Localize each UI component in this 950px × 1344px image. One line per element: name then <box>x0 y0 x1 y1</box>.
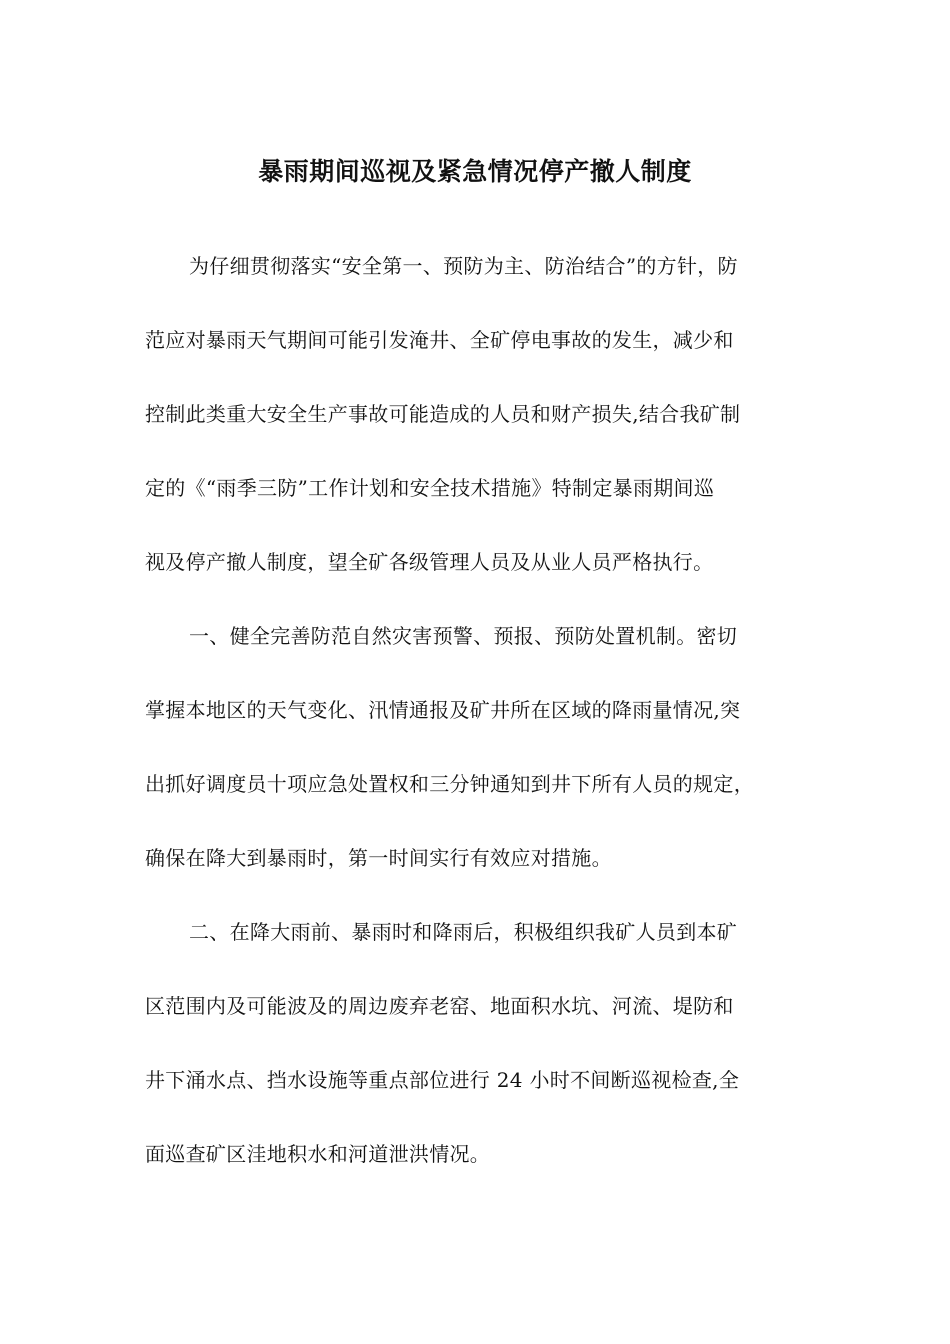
text-line: 区范围内及可能波及的周边废弃老窑、地面积水坑、河流、堤防和 <box>145 994 734 1018</box>
text-line: 控制此类重大安全生产事故可能造成的人员和财产损失,结合我矿制 <box>145 402 741 426</box>
text-line: 确保在降大到暴雨时，第一时间实行有效应对措施。 <box>145 846 612 870</box>
paragraph-intro <box>145 244 820 614</box>
paragraph-section-2 <box>145 910 820 1206</box>
text-line: 井下涌水点、挡水设施等重点部位进行 24 小时不间断巡视检查,全 <box>145 1068 740 1092</box>
text-line: 视及停产撤人制度，望全矿各级管理人员及从业人员严格执行。 <box>145 550 714 574</box>
text-line: 定的《“雨季三防”工作计划和安全技术措施》特制定暴雨期间巡 <box>145 476 715 500</box>
text-line: 范应对暴雨天气期间可能引发淹井、全矿停电事故的发生，减少和 <box>145 328 734 352</box>
paragraph-section-1 <box>145 614 820 910</box>
text-line: 面巡查矿区洼地积水和河道泄洪情况。 <box>145 1142 491 1166</box>
text-line: 为仔细贯彻落实“安全第一、预防为主、防治结合”的方针，防 <box>189 254 738 278</box>
text-line: 二、在降大雨前、暴雨时和降雨后，积极组织我矿人员到本矿 <box>189 920 738 944</box>
document-title: 暴雨期间巡视及紧急情况停产撤人制度 <box>258 157 692 186</box>
text-line: 一、健全完善防范自然灾害预警、预报、预防处置机制。密切 <box>189 624 738 648</box>
text-line: 掌握本地区的天气变化、汛情通报及矿井所在区域的降雨量情况,突 <box>145 698 741 722</box>
document-body <box>145 244 820 1206</box>
text-line: 出抓好调度员十项应急处置权和三分钟通知到井下所有人员的规定， <box>145 772 754 796</box>
